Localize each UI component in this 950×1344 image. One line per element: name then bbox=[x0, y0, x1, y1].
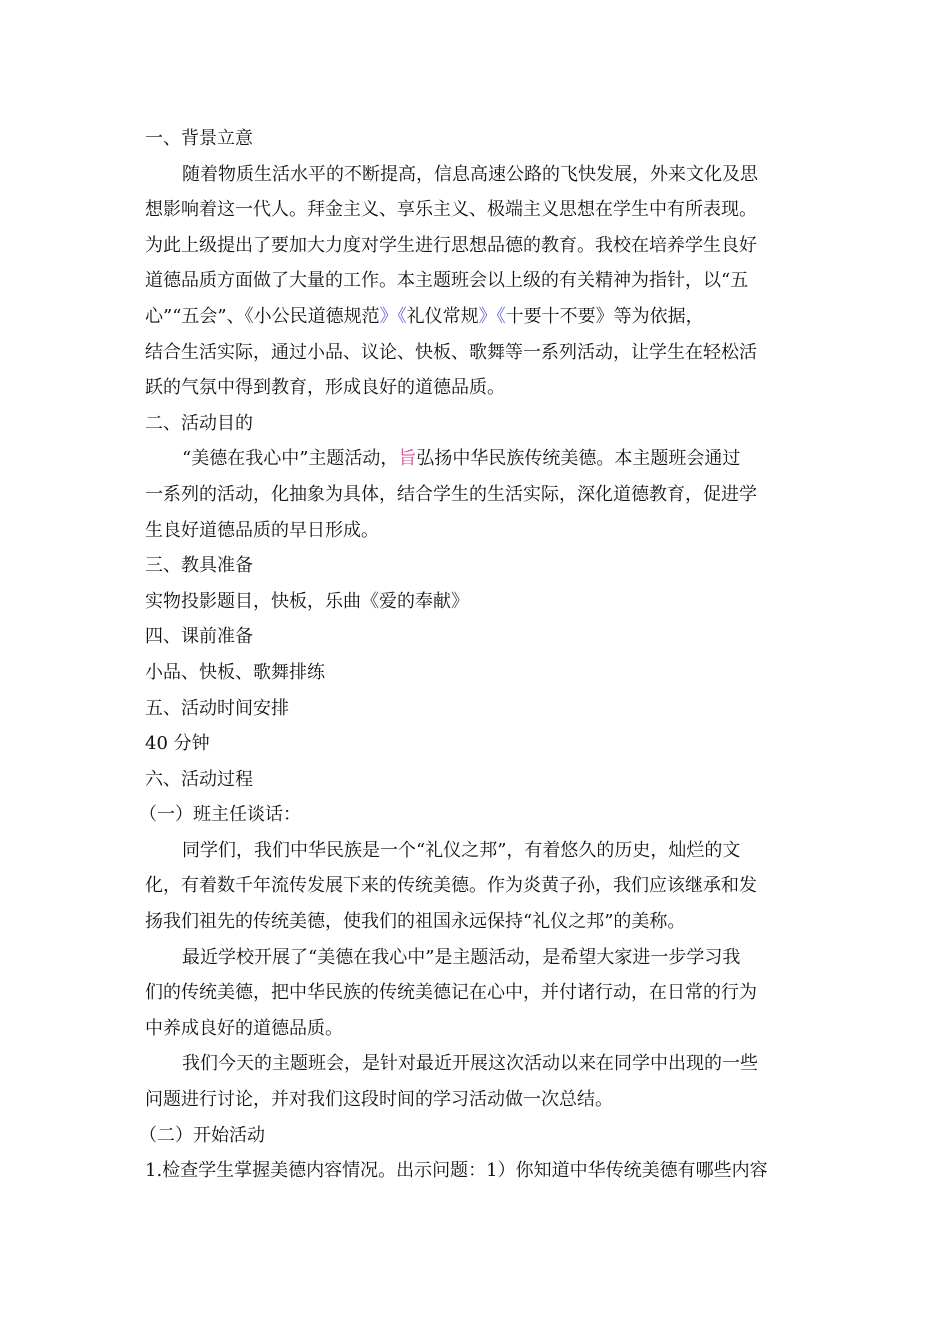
section-heading-process: 六、活动过程 bbox=[145, 768, 253, 790]
paragraph-line: 同学们，我们中华民族是一个“礼仪之邦”，有着悠久的历史，灿烂的文 bbox=[182, 839, 741, 861]
blue-bracket: 》《 bbox=[478, 305, 506, 327]
blue-bracket: 》《 bbox=[379, 305, 407, 327]
section-heading-time: 五、活动时间安排 bbox=[145, 697, 289, 719]
paragraph-line: 最近学校开展了“美德在我心中”是主题活动，是希望大家进一步学习我 bbox=[182, 946, 741, 968]
time-text: 40 分钟 bbox=[145, 733, 210, 755]
materials-text: 实物投影题目，快板，乐曲《爱的奉献》 bbox=[145, 590, 469, 612]
subsection-heading-start: （二）开始活动 bbox=[139, 1124, 265, 1146]
paragraph-line: 随着物质生活水平的不断提高，信息高速公路的飞快发展，外来文化及思 bbox=[182, 163, 758, 185]
paragraph-line: 中养成良好的道德品质。 bbox=[145, 1017, 343, 1039]
preparation-text: 小品、快板、歌舞排练 bbox=[145, 661, 325, 683]
paragraph-line: 想影响着这一代人。拜金主义、享乐主义、极端主义思想在学生中有所表现。 bbox=[145, 199, 757, 221]
paragraph-line: 们的传统美德，把中华民族的传统美德记在心中，并付诸行动，在日常的行为 bbox=[145, 982, 757, 1004]
section-heading-materials: 三、教具准备 bbox=[145, 555, 253, 577]
text-run: 十要十不要》等为依据， bbox=[505, 305, 704, 327]
paragraph-line: 扬我们祖先的传统美德，使我们的祖国永远保持“礼仪之邦”的美称。 bbox=[145, 911, 686, 933]
text-run: 心”“五会”、《小公民道德规范 bbox=[145, 305, 380, 327]
paragraph-line bbox=[145, 441, 815, 477]
paragraph-talk-3 bbox=[145, 1046, 815, 1117]
section-heading-background: 一、背景立意 bbox=[145, 128, 253, 149]
text-run: 礼仪常规 bbox=[406, 305, 479, 327]
text-run: 弘扬中华民族传统美德。本主题班会通过 bbox=[416, 448, 741, 470]
section-heading-preparation: 四、课前准备 bbox=[145, 626, 253, 648]
paragraph-talk-1 bbox=[145, 833, 815, 940]
paragraph-line: 跃的气氛中得到教育，形成良好的道德品质。 bbox=[145, 377, 505, 399]
paragraph-background bbox=[145, 157, 815, 406]
paragraph-line: 生良好道德品质的早日形成。 bbox=[145, 519, 379, 541]
paragraph-line: 一系列的活动，化抽象为具体，结合学生的生活实际，深化道德教育，促进学 bbox=[145, 483, 757, 505]
paragraph-line: 道德品质方面做了大量的工作。本主题班会以上级的有关精神为指针，以“五 bbox=[145, 270, 749, 292]
paragraph-talk-2 bbox=[145, 940, 815, 1047]
paragraph-line: 为此上级提出了要加大力度对学生进行思想品德的教育。我校在培养学生良好 bbox=[145, 234, 757, 256]
subsection-heading-talk: （一）班主任谈话： bbox=[139, 804, 301, 826]
list-item: 1.检查学生掌握美德内容情况。出示问题：1）你知道中华传统美德有哪些内容 bbox=[145, 1160, 768, 1182]
paragraph-line: 问题进行讨论，并对我们这段时间的学习活动做一次总结。 bbox=[145, 1089, 613, 1111]
paragraph-purpose bbox=[145, 441, 815, 548]
highlighted-char: 旨 bbox=[398, 448, 417, 470]
paragraph-line: 结合生活实际，通过小品、议论、快板、歌舞等一系列活动，让学生在轻松活 bbox=[145, 341, 757, 363]
paragraph-line bbox=[145, 299, 815, 335]
paragraph-line: 我们今天的主题班会，是针对最近开展这次活动以来在同学中出现的一些 bbox=[182, 1053, 758, 1075]
section-heading-purpose: 二、活动目的 bbox=[145, 412, 253, 434]
paragraph-line: 化，有着数千年流传发展下来的传统美德。作为炎黄子孙，我们应该继承和发 bbox=[145, 875, 757, 897]
text-run: “美德在我心中”主题活动， bbox=[182, 448, 399, 470]
document-page bbox=[139, 121, 815, 1189]
